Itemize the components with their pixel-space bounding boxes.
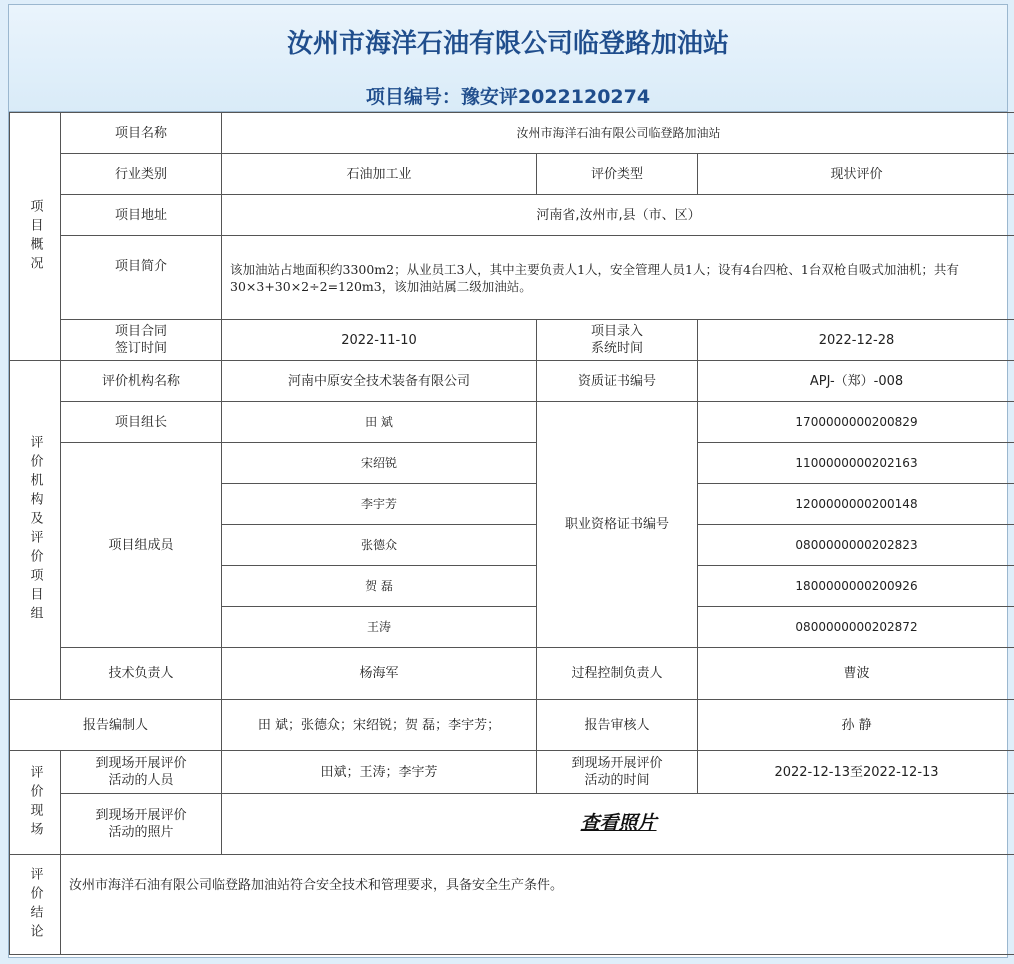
address-label: 项目地址 xyxy=(61,195,222,236)
report-header xyxy=(9,5,1007,112)
member-cert: 0800000000202823 xyxy=(698,525,1014,566)
report-reviewer-label: 报告审核人 xyxy=(537,700,698,751)
table-row xyxy=(10,794,1014,855)
cert-number-value: APJ-（郑）-008 xyxy=(698,361,1014,402)
entry-label-line2: 系统时间 xyxy=(590,341,643,356)
project-name-value: 汝州市海洋石油有限公司临登路加油站 xyxy=(222,113,1014,154)
site-time-label xyxy=(537,751,698,794)
table-row xyxy=(10,402,1014,443)
tech-lead-label: 技术负责人 xyxy=(61,648,222,700)
tech-lead-value: 杨海军 xyxy=(222,648,537,700)
conclusion-text: 汝州市海洋石油有限公司临登路加油站符合安全技术和管理要求，具备安全生产条件。 xyxy=(61,855,1014,955)
site-people-label-line2: 活动的人员 xyxy=(108,773,174,788)
page-title: 汝州市海洋石油有限公司临登路加油站 xyxy=(286,29,729,59)
site-people-value: 田斌；王涛；李宇芳 xyxy=(222,751,537,794)
process-lead-label: 过程控制负责人 xyxy=(537,648,698,700)
project-name-label: 项目名称 xyxy=(61,113,222,154)
site-photo-label xyxy=(61,794,222,855)
intro-label: 项目简介 xyxy=(61,236,222,320)
table-row xyxy=(10,700,1014,751)
table-row xyxy=(10,648,1014,700)
org-name-label: 评价机构名称 xyxy=(61,361,222,402)
report-author-label: 报告编制人 xyxy=(10,700,222,751)
site-time-label-line2: 活动的时间 xyxy=(584,773,650,788)
site-time-label-line1: 到现场开展评价 xyxy=(571,756,663,771)
table-row xyxy=(10,443,1014,484)
table-row xyxy=(10,751,1014,794)
contract-time-value: 2022-11-10 xyxy=(222,320,537,361)
members-label: 项目组成员 xyxy=(61,443,222,648)
report-frame xyxy=(8,4,1008,958)
section-overview: 项目概况 xyxy=(10,113,61,361)
table-row xyxy=(10,195,1014,236)
cert-number-label: 资质证书编号 xyxy=(537,361,698,402)
site-photo-label-line1: 到现场开展评价 xyxy=(95,808,187,823)
member-name: 王涛 xyxy=(222,607,537,648)
member-cert: 1200000000200148 xyxy=(698,484,1014,525)
site-people-label-line1: 到现场开展评价 xyxy=(95,756,187,771)
qual-cert-label: 职业资格证书编号 xyxy=(537,402,698,648)
industry-value: 石油加工业 xyxy=(222,154,537,195)
eval-type-value: 现状评价 xyxy=(698,154,1014,195)
intro-value xyxy=(222,236,1014,320)
project-info-table xyxy=(9,112,1014,955)
industry-label: 行业类别 xyxy=(61,154,222,195)
member-name: 贺 磊 xyxy=(222,566,537,607)
view-photos-link[interactable]: 查看照片 xyxy=(580,811,657,834)
member-name: 李宇芳 xyxy=(222,484,537,525)
member-cert: 1800000000200926 xyxy=(698,566,1014,607)
eval-type-label: 评价类型 xyxy=(537,154,698,195)
site-photo-cell xyxy=(222,794,1014,855)
entry-label-line1: 项目录入 xyxy=(590,324,643,339)
contract-label-line2: 签订时间 xyxy=(114,341,167,356)
section-site: 评价现场 xyxy=(10,751,61,855)
report-author-value: 田 斌；张德众；宋绍锐；贺 磊；李宇芳； xyxy=(222,700,537,751)
section-agency: 评价机构及评价项目组 xyxy=(10,361,61,700)
contract-time-label xyxy=(61,320,222,361)
intro-line-1: 该加油站占地面积约3300m2；从业员工3人，其中主要负责人1人，安全管理人员1人；设有4台四枪、1台双枪自吸式加油机；共有 xyxy=(230,261,959,277)
entry-time-label xyxy=(537,320,698,361)
table-row xyxy=(10,361,1014,402)
leader-label: 项目组长 xyxy=(61,402,222,443)
contract-label-line1: 项目合同 xyxy=(114,324,167,339)
entry-time-value: 2022-12-28 xyxy=(698,320,1014,361)
member-name: 张德众 xyxy=(222,525,537,566)
member-cert: 0800000000202872 xyxy=(698,607,1014,648)
member-name: 宋绍锐 xyxy=(222,443,537,484)
leader-name: 田 斌 xyxy=(222,402,537,443)
table-row xyxy=(10,113,1014,154)
project-number: 项目编号：豫安评2022120274 xyxy=(365,86,651,108)
leader-cert: 1700000000200829 xyxy=(698,402,1014,443)
site-time-value: 2022-12-13至2022-12-13 xyxy=(698,751,1014,794)
site-people-label xyxy=(61,751,222,794)
report-reviewer-value: 孙 静 xyxy=(698,700,1014,751)
address-value: 河南省,汝州市,县（市、区） xyxy=(222,195,1014,236)
site-photo-label-line2: 活动的照片 xyxy=(108,825,174,840)
intro-line-2: 30×3+30×2÷2=120m3，该加油站属二级加油站。 xyxy=(230,278,532,294)
org-name-value: 河南中原安全技术装备有限公司 xyxy=(222,361,537,402)
section-conclusion: 评价结论 xyxy=(10,855,61,955)
table-row xyxy=(10,855,1014,955)
process-lead-value: 曹波 xyxy=(698,648,1014,700)
table-row xyxy=(10,320,1014,361)
table-row xyxy=(10,154,1014,195)
member-cert: 1100000000202163 xyxy=(698,443,1014,484)
table-row xyxy=(10,236,1014,320)
